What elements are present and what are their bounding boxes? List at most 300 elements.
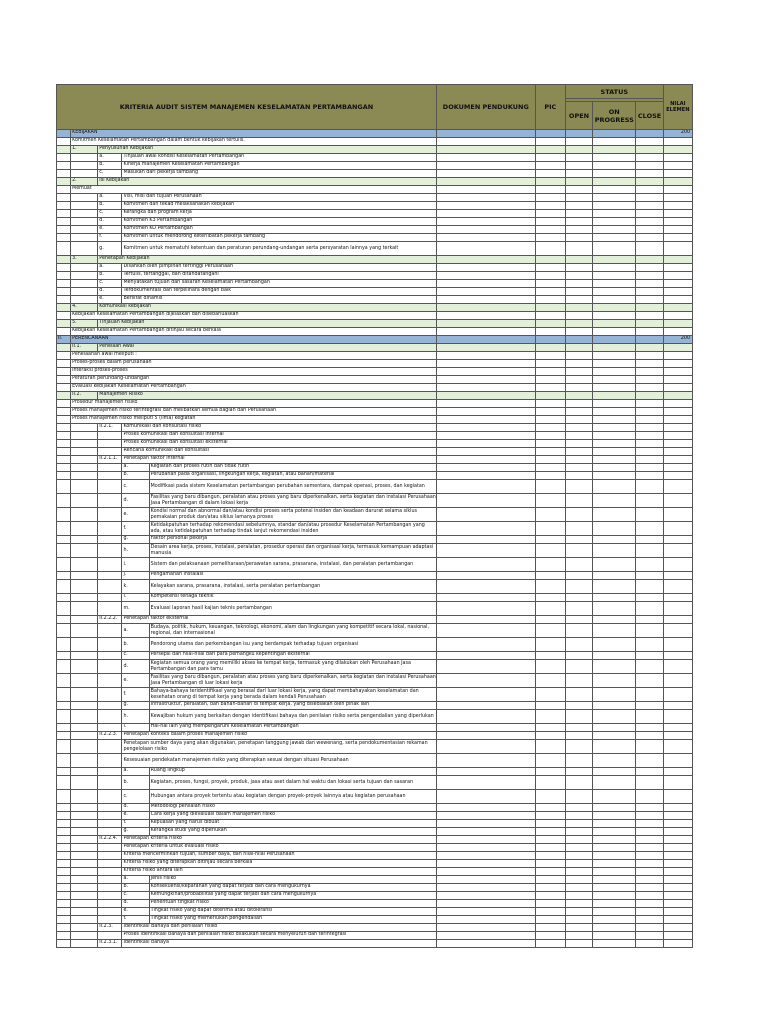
- pic-cell[interactable]: [535, 296, 565, 304]
- close-cell[interactable]: [636, 558, 663, 572]
- pic-cell[interactable]: [535, 162, 565, 170]
- pic-cell[interactable]: [535, 820, 565, 828]
- open-cell[interactable]: [565, 508, 592, 522]
- pic-cell[interactable]: [535, 768, 565, 776]
- open-cell[interactable]: [565, 724, 592, 732]
- pic-cell[interactable]: [535, 146, 565, 154]
- document-cell[interactable]: [436, 162, 535, 170]
- pic-cell[interactable]: [535, 740, 565, 754]
- pic-cell[interactable]: [535, 288, 565, 296]
- close-cell[interactable]: [636, 876, 663, 884]
- open-cell[interactable]: [565, 256, 592, 264]
- on-progress-cell[interactable]: [593, 638, 636, 652]
- on-progress-cell[interactable]: [593, 828, 636, 836]
- document-cell[interactable]: [436, 674, 535, 688]
- document-cell[interactable]: [436, 940, 535, 948]
- on-progress-cell[interactable]: [593, 408, 636, 416]
- on-progress-cell[interactable]: [593, 352, 636, 360]
- close-cell[interactable]: [636, 440, 663, 448]
- close-cell[interactable]: [636, 836, 663, 844]
- on-progress-cell[interactable]: [593, 790, 636, 804]
- open-cell[interactable]: [565, 768, 592, 776]
- on-progress-cell[interactable]: [593, 572, 636, 580]
- pic-cell[interactable]: [535, 812, 565, 820]
- document-cell[interactable]: [436, 494, 535, 508]
- document-cell[interactable]: [436, 844, 535, 852]
- close-cell[interactable]: [636, 472, 663, 480]
- on-progress-cell[interactable]: [593, 416, 636, 424]
- close-cell[interactable]: [636, 138, 663, 146]
- open-cell[interactable]: [565, 660, 592, 674]
- pic-cell[interactable]: [535, 392, 565, 400]
- on-progress-cell[interactable]: [593, 328, 636, 336]
- pic-cell[interactable]: [535, 494, 565, 508]
- close-cell[interactable]: [636, 660, 663, 674]
- document-cell[interactable]: [436, 312, 535, 320]
- pic-cell[interactable]: [535, 178, 565, 186]
- close-cell[interactable]: [636, 710, 663, 724]
- on-progress-cell[interactable]: [593, 908, 636, 916]
- document-cell[interactable]: [436, 580, 535, 594]
- on-progress-cell[interactable]: [593, 602, 636, 616]
- open-cell[interactable]: [565, 536, 592, 544]
- open-cell[interactable]: [565, 916, 592, 924]
- open-cell[interactable]: [565, 440, 592, 448]
- pic-cell[interactable]: [535, 328, 565, 336]
- open-cell[interactable]: [565, 876, 592, 884]
- on-progress-cell[interactable]: [593, 916, 636, 924]
- close-cell[interactable]: [636, 828, 663, 836]
- on-progress-cell[interactable]: [593, 264, 636, 272]
- on-progress-cell[interactable]: [593, 138, 636, 146]
- close-cell[interactable]: [636, 186, 663, 194]
- open-cell[interactable]: [565, 154, 592, 162]
- pic-cell[interactable]: [535, 688, 565, 702]
- pic-cell[interactable]: [535, 368, 565, 376]
- document-cell[interactable]: [436, 384, 535, 392]
- on-progress-cell[interactable]: [593, 202, 636, 210]
- pic-cell[interactable]: [535, 210, 565, 218]
- open-cell[interactable]: [565, 652, 592, 660]
- document-cell[interactable]: [436, 218, 535, 226]
- on-progress-cell[interactable]: [593, 154, 636, 162]
- on-progress-cell[interactable]: [593, 776, 636, 790]
- pic-cell[interactable]: [535, 472, 565, 480]
- on-progress-cell[interactable]: [593, 130, 636, 138]
- open-cell[interactable]: [565, 194, 592, 202]
- document-cell[interactable]: [436, 652, 535, 660]
- on-progress-cell[interactable]: [593, 740, 636, 754]
- on-progress-cell[interactable]: [593, 218, 636, 226]
- close-cell[interactable]: [636, 210, 663, 218]
- open-cell[interactable]: [565, 860, 592, 868]
- on-progress-cell[interactable]: [593, 226, 636, 234]
- open-cell[interactable]: [565, 138, 592, 146]
- document-cell[interactable]: [436, 602, 535, 616]
- open-cell[interactable]: [565, 852, 592, 860]
- document-cell[interactable]: [436, 828, 535, 836]
- document-cell[interactable]: [436, 924, 535, 932]
- document-cell[interactable]: [436, 892, 535, 900]
- on-progress-cell[interactable]: [593, 652, 636, 660]
- document-cell[interactable]: [436, 740, 535, 754]
- open-cell[interactable]: [565, 202, 592, 210]
- open-cell[interactable]: [565, 400, 592, 408]
- pic-cell[interactable]: [535, 256, 565, 264]
- open-cell[interactable]: [565, 464, 592, 472]
- document-cell[interactable]: [436, 790, 535, 804]
- document-cell[interactable]: [436, 432, 535, 440]
- close-cell[interactable]: [636, 580, 663, 594]
- on-progress-cell[interactable]: [593, 852, 636, 860]
- pic-cell[interactable]: [535, 660, 565, 674]
- on-progress-cell[interactable]: [593, 272, 636, 280]
- pic-cell[interactable]: [535, 272, 565, 280]
- document-cell[interactable]: [436, 280, 535, 288]
- document-cell[interactable]: [436, 732, 535, 740]
- close-cell[interactable]: [636, 916, 663, 924]
- document-cell[interactable]: [436, 884, 535, 892]
- document-cell[interactable]: [436, 210, 535, 218]
- pic-cell[interactable]: [535, 424, 565, 432]
- close-cell[interactable]: [636, 288, 663, 296]
- on-progress-cell[interactable]: [593, 344, 636, 352]
- close-cell[interactable]: [636, 456, 663, 464]
- open-cell[interactable]: [565, 638, 592, 652]
- open-cell[interactable]: [565, 812, 592, 820]
- open-cell[interactable]: [565, 754, 592, 768]
- on-progress-cell[interactable]: [593, 660, 636, 674]
- document-cell[interactable]: [436, 296, 535, 304]
- open-cell[interactable]: [565, 740, 592, 754]
- close-cell[interactable]: [636, 408, 663, 416]
- close-cell[interactable]: [636, 754, 663, 768]
- document-cell[interactable]: [436, 624, 535, 638]
- on-progress-cell[interactable]: [593, 710, 636, 724]
- document-cell[interactable]: [436, 876, 535, 884]
- close-cell[interactable]: [636, 312, 663, 320]
- on-progress-cell[interactable]: [593, 400, 636, 408]
- on-progress-cell[interactable]: [593, 456, 636, 464]
- document-cell[interactable]: [436, 508, 535, 522]
- document-cell[interactable]: [436, 440, 535, 448]
- open-cell[interactable]: [565, 844, 592, 852]
- close-cell[interactable]: [636, 336, 663, 344]
- on-progress-cell[interactable]: [593, 836, 636, 844]
- close-cell[interactable]: [636, 448, 663, 456]
- on-progress-cell[interactable]: [593, 876, 636, 884]
- pic-cell[interactable]: [535, 320, 565, 328]
- pic-cell[interactable]: [535, 580, 565, 594]
- document-cell[interactable]: [436, 344, 535, 352]
- document-cell[interactable]: [436, 202, 535, 210]
- document-cell[interactable]: [436, 392, 535, 400]
- document-cell[interactable]: [436, 304, 535, 312]
- close-cell[interactable]: [636, 424, 663, 432]
- on-progress-cell[interactable]: [593, 884, 636, 892]
- document-cell[interactable]: [436, 186, 535, 194]
- close-cell[interactable]: [636, 296, 663, 304]
- close-cell[interactable]: [636, 892, 663, 900]
- pic-cell[interactable]: [535, 352, 565, 360]
- close-cell[interactable]: [636, 130, 663, 138]
- pic-cell[interactable]: [535, 384, 565, 392]
- pic-cell[interactable]: [535, 280, 565, 288]
- on-progress-cell[interactable]: [593, 860, 636, 868]
- on-progress-cell[interactable]: [593, 804, 636, 812]
- pic-cell[interactable]: [535, 264, 565, 272]
- open-cell[interactable]: [565, 360, 592, 368]
- close-cell[interactable]: [636, 464, 663, 472]
- open-cell[interactable]: [565, 868, 592, 876]
- close-cell[interactable]: [636, 844, 663, 852]
- pic-cell[interactable]: [535, 154, 565, 162]
- document-cell[interactable]: [436, 456, 535, 464]
- open-cell[interactable]: [565, 424, 592, 432]
- on-progress-cell[interactable]: [593, 464, 636, 472]
- on-progress-cell[interactable]: [593, 312, 636, 320]
- on-progress-cell[interactable]: [593, 616, 636, 624]
- on-progress-cell[interactable]: [593, 424, 636, 432]
- close-cell[interactable]: [636, 594, 663, 602]
- open-cell[interactable]: [565, 616, 592, 624]
- on-progress-cell[interactable]: [593, 558, 636, 572]
- pic-cell[interactable]: [535, 544, 565, 558]
- pic-cell[interactable]: [535, 344, 565, 352]
- document-cell[interactable]: [436, 638, 535, 652]
- close-cell[interactable]: [636, 688, 663, 702]
- close-cell[interactable]: [636, 940, 663, 948]
- close-cell[interactable]: [636, 384, 663, 392]
- open-cell[interactable]: [565, 494, 592, 508]
- pic-cell[interactable]: [535, 130, 565, 138]
- close-cell[interactable]: [636, 740, 663, 754]
- document-cell[interactable]: [436, 536, 535, 544]
- pic-cell[interactable]: [535, 852, 565, 860]
- document-cell[interactable]: [436, 480, 535, 494]
- open-cell[interactable]: [565, 804, 592, 812]
- close-cell[interactable]: [636, 494, 663, 508]
- document-cell[interactable]: [436, 522, 535, 536]
- open-cell[interactable]: [565, 472, 592, 480]
- document-cell[interactable]: [436, 448, 535, 456]
- close-cell[interactable]: [636, 328, 663, 336]
- document-cell[interactable]: [436, 688, 535, 702]
- pic-cell[interactable]: [535, 638, 565, 652]
- open-cell[interactable]: [565, 280, 592, 288]
- on-progress-cell[interactable]: [593, 376, 636, 384]
- on-progress-cell[interactable]: [593, 336, 636, 344]
- open-cell[interactable]: [565, 392, 592, 400]
- open-cell[interactable]: [565, 170, 592, 178]
- pic-cell[interactable]: [535, 508, 565, 522]
- on-progress-cell[interactable]: [593, 256, 636, 264]
- pic-cell[interactable]: [535, 304, 565, 312]
- open-cell[interactable]: [565, 828, 592, 836]
- close-cell[interactable]: [636, 624, 663, 638]
- open-cell[interactable]: [565, 352, 592, 360]
- document-cell[interactable]: [436, 812, 535, 820]
- pic-cell[interactable]: [535, 336, 565, 344]
- open-cell[interactable]: [565, 710, 592, 724]
- close-cell[interactable]: [636, 280, 663, 288]
- open-cell[interactable]: [565, 186, 592, 194]
- document-cell[interactable]: [436, 408, 535, 416]
- on-progress-cell[interactable]: [593, 178, 636, 186]
- on-progress-cell[interactable]: [593, 674, 636, 688]
- open-cell[interactable]: [565, 218, 592, 226]
- on-progress-cell[interactable]: [593, 724, 636, 732]
- open-cell[interactable]: [565, 416, 592, 424]
- on-progress-cell[interactable]: [593, 480, 636, 494]
- close-cell[interactable]: [636, 776, 663, 790]
- pic-cell[interactable]: [535, 844, 565, 852]
- on-progress-cell[interactable]: [593, 280, 636, 288]
- close-cell[interactable]: [636, 924, 663, 932]
- on-progress-cell[interactable]: [593, 536, 636, 544]
- close-cell[interactable]: [636, 884, 663, 892]
- pic-cell[interactable]: [535, 884, 565, 892]
- close-cell[interactable]: [636, 368, 663, 376]
- document-cell[interactable]: [436, 908, 535, 916]
- on-progress-cell[interactable]: [593, 440, 636, 448]
- on-progress-cell[interactable]: [593, 304, 636, 312]
- document-cell[interactable]: [436, 660, 535, 674]
- document-cell[interactable]: [436, 138, 535, 146]
- open-cell[interactable]: [565, 242, 592, 256]
- open-cell[interactable]: [565, 344, 592, 352]
- pic-cell[interactable]: [535, 400, 565, 408]
- close-cell[interactable]: [636, 508, 663, 522]
- close-cell[interactable]: [636, 860, 663, 868]
- document-cell[interactable]: [436, 328, 535, 336]
- on-progress-cell[interactable]: [593, 932, 636, 940]
- on-progress-cell[interactable]: [593, 768, 636, 776]
- document-cell[interactable]: [436, 288, 535, 296]
- on-progress-cell[interactable]: [593, 360, 636, 368]
- close-cell[interactable]: [636, 544, 663, 558]
- close-cell[interactable]: [636, 400, 663, 408]
- document-cell[interactable]: [436, 336, 535, 344]
- open-cell[interactable]: [565, 892, 592, 900]
- pic-cell[interactable]: [535, 702, 565, 710]
- pic-cell[interactable]: [535, 312, 565, 320]
- pic-cell[interactable]: [535, 464, 565, 472]
- document-cell[interactable]: [436, 264, 535, 272]
- document-cell[interactable]: [436, 376, 535, 384]
- pic-cell[interactable]: [535, 908, 565, 916]
- document-cell[interactable]: [436, 368, 535, 376]
- close-cell[interactable]: [636, 804, 663, 812]
- close-cell[interactable]: [636, 812, 663, 820]
- close-cell[interactable]: [636, 572, 663, 580]
- open-cell[interactable]: [565, 790, 592, 804]
- on-progress-cell[interactable]: [593, 242, 636, 256]
- on-progress-cell[interactable]: [593, 170, 636, 178]
- close-cell[interactable]: [636, 616, 663, 624]
- open-cell[interactable]: [565, 226, 592, 234]
- on-progress-cell[interactable]: [593, 754, 636, 768]
- pic-cell[interactable]: [535, 624, 565, 638]
- pic-cell[interactable]: [535, 616, 565, 624]
- close-cell[interactable]: [636, 908, 663, 916]
- open-cell[interactable]: [565, 304, 592, 312]
- close-cell[interactable]: [636, 638, 663, 652]
- on-progress-cell[interactable]: [593, 580, 636, 594]
- open-cell[interactable]: [565, 900, 592, 908]
- pic-cell[interactable]: [535, 186, 565, 194]
- pic-cell[interactable]: [535, 536, 565, 544]
- open-cell[interactable]: [565, 924, 592, 932]
- pic-cell[interactable]: [535, 138, 565, 146]
- pic-cell[interactable]: [535, 522, 565, 536]
- document-cell[interactable]: [436, 226, 535, 234]
- open-cell[interactable]: [565, 408, 592, 416]
- pic-cell[interactable]: [535, 804, 565, 812]
- pic-cell[interactable]: [535, 594, 565, 602]
- open-cell[interactable]: [565, 932, 592, 940]
- close-cell[interactable]: [636, 674, 663, 688]
- on-progress-cell[interactable]: [593, 594, 636, 602]
- pic-cell[interactable]: [535, 724, 565, 732]
- close-cell[interactable]: [636, 242, 663, 256]
- on-progress-cell[interactable]: [593, 732, 636, 740]
- open-cell[interactable]: [565, 296, 592, 304]
- close-cell[interactable]: [636, 226, 663, 234]
- open-cell[interactable]: [565, 624, 592, 638]
- document-cell[interactable]: [436, 754, 535, 768]
- document-cell[interactable]: [436, 804, 535, 812]
- pic-cell[interactable]: [535, 376, 565, 384]
- on-progress-cell[interactable]: [593, 544, 636, 558]
- pic-cell[interactable]: [535, 828, 565, 836]
- close-cell[interactable]: [636, 272, 663, 280]
- open-cell[interactable]: [565, 432, 592, 440]
- document-cell[interactable]: [436, 130, 535, 138]
- document-cell[interactable]: [436, 868, 535, 876]
- close-cell[interactable]: [636, 256, 663, 264]
- pic-cell[interactable]: [535, 558, 565, 572]
- document-cell[interactable]: [436, 724, 535, 732]
- on-progress-cell[interactable]: [593, 146, 636, 154]
- close-cell[interactable]: [636, 392, 663, 400]
- close-cell[interactable]: [636, 724, 663, 732]
- close-cell[interactable]: [636, 376, 663, 384]
- open-cell[interactable]: [565, 384, 592, 392]
- document-cell[interactable]: [436, 154, 535, 162]
- on-progress-cell[interactable]: [593, 162, 636, 170]
- open-cell[interactable]: [565, 336, 592, 344]
- pic-cell[interactable]: [535, 202, 565, 210]
- on-progress-cell[interactable]: [593, 868, 636, 876]
- pic-cell[interactable]: [535, 924, 565, 932]
- pic-cell[interactable]: [535, 448, 565, 456]
- open-cell[interactable]: [565, 836, 592, 844]
- on-progress-cell[interactable]: [593, 812, 636, 820]
- document-cell[interactable]: [436, 400, 535, 408]
- document-cell[interactable]: [436, 544, 535, 558]
- open-cell[interactable]: [565, 234, 592, 242]
- document-cell[interactable]: [436, 464, 535, 472]
- open-cell[interactable]: [565, 732, 592, 740]
- on-progress-cell[interactable]: [593, 384, 636, 392]
- on-progress-cell[interactable]: [593, 194, 636, 202]
- pic-cell[interactable]: [535, 876, 565, 884]
- open-cell[interactable]: [565, 162, 592, 170]
- on-progress-cell[interactable]: [593, 624, 636, 638]
- pic-cell[interactable]: [535, 572, 565, 580]
- document-cell[interactable]: [436, 352, 535, 360]
